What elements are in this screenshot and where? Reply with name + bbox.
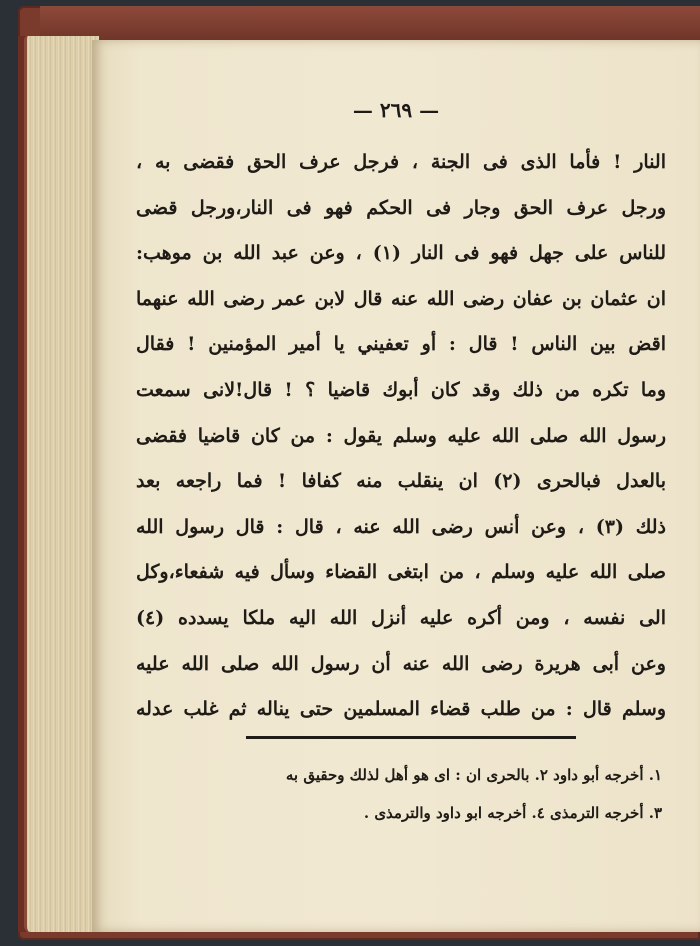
text-line: للناس على جهل فهو فى النار (١) ، وعن عبد الله بن موهب: bbox=[136, 242, 666, 265]
footnote-line: ٣. أخرجه الترمذى ٤. أخرجه ابو داود والترمذى . bbox=[363, 804, 662, 822]
page-number: — ٢٦٩ — bbox=[352, 98, 440, 122]
body-text bbox=[136, 140, 666, 733]
text-line: رسول الله صلى الله عليه وسلم يقول : من كان قاضيا فقضى bbox=[136, 424, 666, 447]
footnote-divider bbox=[246, 736, 576, 739]
text-line: وسلم قال : من طلب قضاء المسلمين حتى يناله ثم غلب عدله bbox=[136, 698, 666, 721]
page-edges bbox=[24, 36, 99, 932]
text-line: ذلك (٣) ، وعن أنس رضى الله عنه ، قال : قال رسول الله bbox=[136, 515, 666, 538]
text-line: النار ! فأما الذى فى الجنة ، فرجل عرف الحق فقضى به ، bbox=[136, 151, 666, 173]
text-line: ان عثمان بن عفان رضى الله عنه قال لابن عمر رضى الله عنهما bbox=[136, 287, 666, 310]
book-page bbox=[92, 40, 700, 932]
footnotes bbox=[152, 756, 662, 832]
footnote-line: ١. أخرجه أبو داود ٢. بالحرى ان : اى هو أهل لذلك وحقيق به bbox=[285, 766, 662, 784]
book-top-edge bbox=[40, 6, 700, 44]
text-line: وما تكره من ذلك وقد كان أبوك قاضيا ؟ ! قال!لانى سمعت bbox=[136, 378, 666, 401]
text-line: وعن أبى هريرة رضى الله عنه أن رسول الله صلى الله عليه bbox=[136, 652, 666, 675]
text-line: ورجل عرف الحق وجار فى الحكم فهو فى النار،ورجل قضى bbox=[136, 196, 666, 219]
text-line: بالعدل فبالحرى (٢) ان ينقلب منه كفافا ! فما راجعه بعد bbox=[136, 470, 666, 493]
text-line: الى نفسه ، ومن أكره عليه أنزل الله اليه ملكا يسدده (٤) bbox=[136, 606, 666, 629]
text-line: اقض بين الناس ! قال : أو تعفيني يا أمير المؤمنين ! فقال bbox=[136, 333, 666, 356]
text-line: صلى الله عليه وسلم ، من ابتغى القضاء وسأل فيه شفعاء،وكل bbox=[136, 561, 666, 584]
